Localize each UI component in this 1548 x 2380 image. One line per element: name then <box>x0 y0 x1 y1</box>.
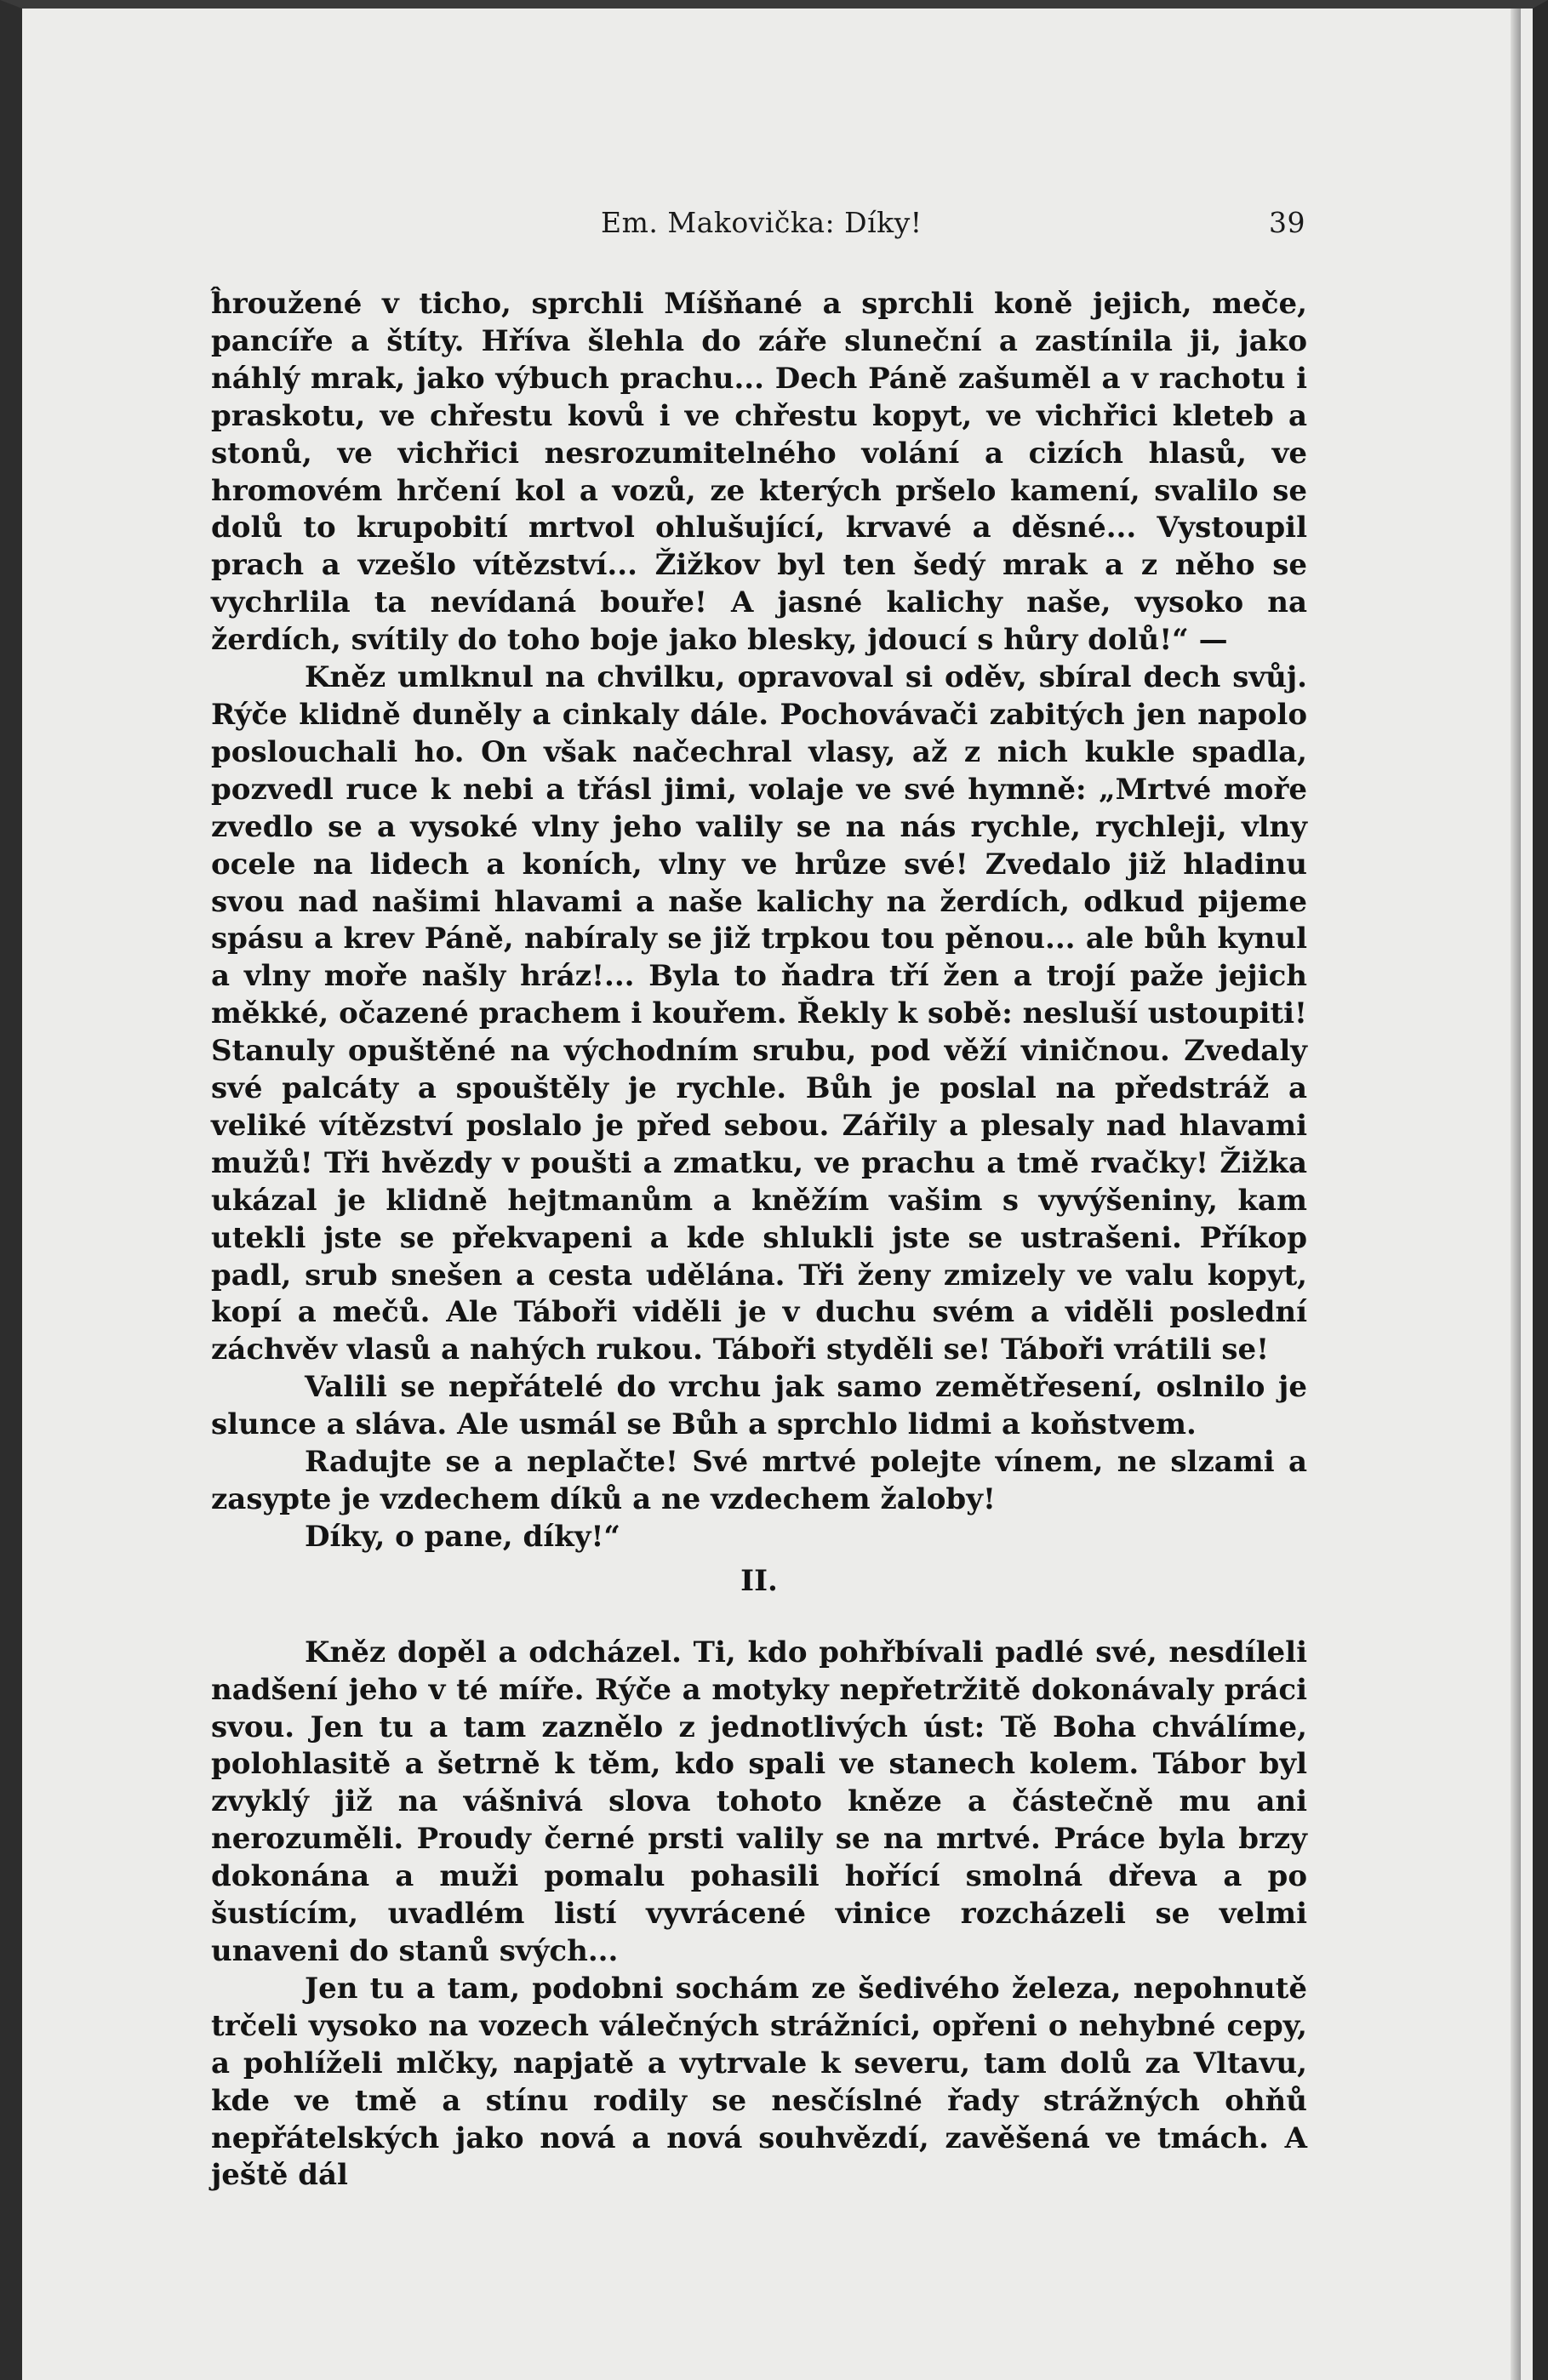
paragraph: Díky, o pane, díky!“ <box>305 1519 620 1554</box>
running-title: Em. Makovička: Díky! <box>601 206 923 239</box>
paragraph: ĥroužené v ticho, sprchli Míšňané a sprchli koně jejich, meče, pancíře a štíty. Hříva šlehla do záře sluneční a zastínila ji, jako náhlý mrak, jako výbuch prachu... Dech Páně zašuměl a v rachotu i praskotu, ve chřestu kovů i ve chřestu kopyt, ve vichřici kleteb a stonů, ve vichřici nesrozumitelného volání a cizích hlasů, ve hromovém hrčení kol a vozů, ze kterých pršelo kamení, svalilo se dolů to krupobití mrtvol ohlušující, krvavé a děsné... Vystoupil prach a vzešlo vítězství... Žižkov byl ten šedý mrak a z něho se vychrlila ta nevídaná bouře! A jasné kalichy naše, vysoko na žerdích, svítily do toho boje jako blesky, jdoucí s hůry dolů!“ — <box>211 287 1307 658</box>
page-number: 39 <box>1269 206 1305 239</box>
section-heading: II. <box>740 1563 778 1598</box>
paragraph: Kněz dopěl a odcházel. Ti, kdo pohřbívali padlé své, nesdíleli nadšení jeho v té míře. Rýče a motyky nepřetržitě dokonávaly práci svou. Jen tu a tam zaznělo z jednotlivých úst: Tě Boha chválíme, polohlasitě a šetrně k těm, kdo spali ve stanech kolem. Tábor byl zvyklý již na vášnivá slova tohoto kněze a částečně mu ani nerozuměli. Proudy černé prsti valily se na mrtvé. Práce byla brzy dokonána a muži pomalu pohasili hořící smolná dřeva a po šustícím, uvadlém listí vyvrácené vinice rozcházeli se velmi unaveni do stanů svých... <box>211 1635 1307 1968</box>
paragraph: Valili se nepřátelé do vrchu jak samo zemětřesení, oslnilo je slunce a sláva. Ale usmál se Bůh a sprchlo lidmi a koňstvem. <box>211 1370 1307 1442</box>
paragraph: Jen tu a tam, podobni sochám ze šedivého železa, nepohnutě trčeli vysoko na vozech válečných strážníci, opřeni o nehybné cepy, a pohlíželi mlčky, napjatě a vytrvale k severu, tam dolů za Vltavu, kde ve tmě a stínu rodily se nesčíslné řady strážných ohňů nepřátelských jako nová a nová souhvězdí, zavěšená ve tmách. A ještě dál <box>211 1971 1307 2193</box>
paragraph: Kněz umlknul na chvilku, opravoval si oděv, sbíral dech svůj. Rýče klidně duněly a cinkaly dále. Pochovávači zabitých jen napolo poslouchali ho. On však načechral vlasy, až z nich kukle spadla, pozvedl ruce k nebi a třásl jimi, volaje ve své hymně: „Mrtvé moře zvedlo se a vysoké vlny jeho valily se na nás rychle, rychleji, vlny ocele na lidech a koních, vlny ve hrůze své! Zvedalo již hladinu svou nad našimi hlavami a naše kalichy na žerdích, odkud pijeme spásu a krev Páně, nabíraly se již trpkou tou pěnou... ale bůh kynul a vlny moře našly hráz!... Byla to ňadra tří žen a trojí paže jejich měkké, očazené prachem i kouřem. Řekly k sobě: nesluší ustoupiti! Stanuly opuštěné na východním srubu, pod věží viničnou. Zvedaly své palcáty a spouštěly je rychle. Bůh je poslal na předstráž a veliké vítězství poslalo je před sebou. Zářily a plesaly nad hlavami mužů! Tři hvězdy v poušti a zmatku, ve prachu a tmě rvačky! Žižka ukázal je klidně hejtmanům a kněžím vašim s vyvýšeniny, kam utekli jste se překvapeni a kde shlukli jste se ustrašeni. Příkop padl, srub snešen a cesta udělána. Tři ženy zmizely ve valu kopyt, kopí a mečů. Ale Táboři viděli je v duchu svém a viděli poslední záchvěv vlasů a nahých rukou. Táboři styděli se! Táboři vrátili se! <box>211 660 1307 1367</box>
paragraph: Radujte se a neplačte! Své mrtvé polejte vínem, ne slzami a zasypte je vzdechem díků a ne vzdechem žaloby! <box>211 1445 1307 1516</box>
body-text <box>211 286 1307 2195</box>
